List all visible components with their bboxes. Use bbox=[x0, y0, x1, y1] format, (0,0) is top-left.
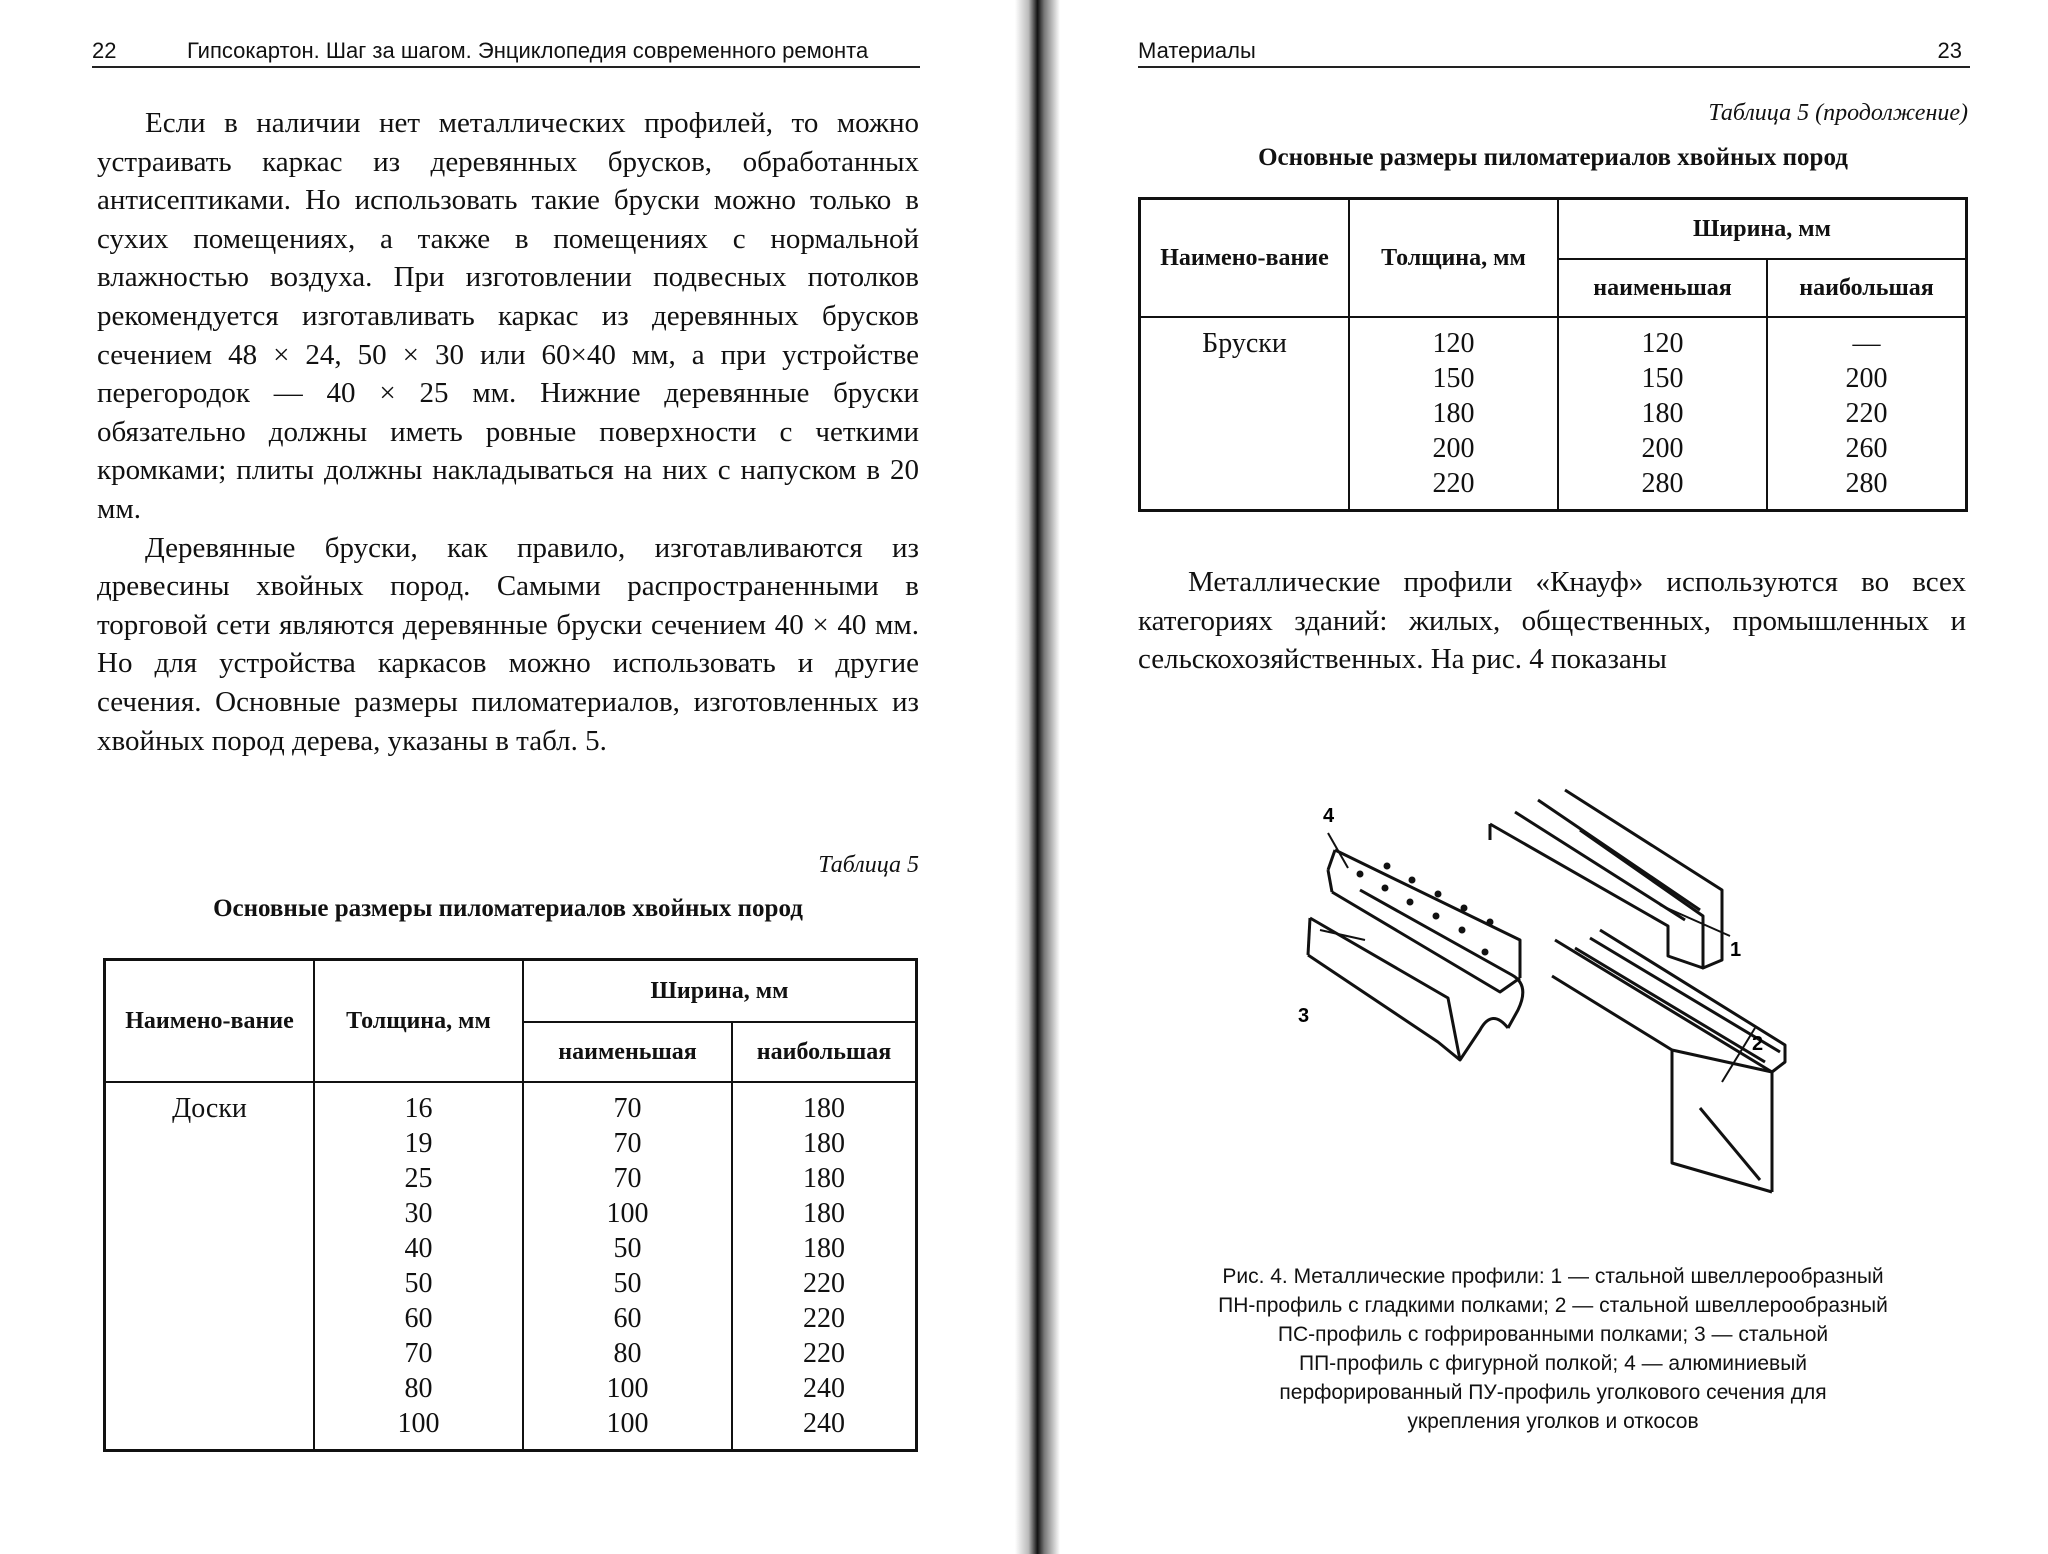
perforation-hole bbox=[1407, 899, 1414, 906]
table-cell-value: 220 bbox=[803, 1338, 845, 1369]
table-cell-value: 280 bbox=[1845, 468, 1888, 499]
table-cell-value: 70 bbox=[613, 1093, 642, 1124]
running-title-left: Гипсокартон. Шаг за шагом. Энциклопедия современного ремонта bbox=[187, 38, 869, 63]
table-cell-value: 150 bbox=[1432, 363, 1475, 394]
caption-line: ПП-профиль с фигурной полкой; 4 — алюминиевый bbox=[1298, 1352, 1808, 1375]
table-cell-value: 80 bbox=[613, 1338, 642, 1369]
table-cell-value: 50 bbox=[613, 1233, 642, 1264]
page-number-left: 22 bbox=[92, 38, 117, 63]
table-cell-value: 19 bbox=[404, 1128, 433, 1159]
min-width-column bbox=[1558, 317, 1767, 511]
table-cell-value: 70 bbox=[404, 1338, 433, 1369]
perforation-hole bbox=[1435, 891, 1442, 898]
perforation-hole bbox=[1384, 863, 1391, 870]
thickness-column bbox=[314, 1082, 523, 1451]
figure-label-3: 3 bbox=[1298, 1005, 1310, 1027]
paragraph: Деревянные бруски, как правило, изготавливаются из древесины хвойных пород. Самыми распространенными в торговой сети являются деревянные бруски сечением 40 × 40 мм. Но для устройства каркасов можно использовать и другие сечения. Основные размеры пиломатериалов, изготовленных из хвойных пород дерева, указаны в табл. 5. bbox=[97, 531, 919, 757]
item-name: Доски bbox=[105, 1082, 315, 1451]
item-name: Бруски bbox=[1140, 317, 1350, 511]
page-number-right: 23 bbox=[1937, 38, 1962, 63]
table-cell-value: 25 bbox=[404, 1163, 433, 1194]
table-caption-left: Таблица 5 bbox=[818, 852, 919, 878]
table-cell-value: 50 bbox=[404, 1268, 433, 1299]
perforation-hole bbox=[1487, 919, 1494, 926]
table-cell-value: 180 bbox=[803, 1093, 845, 1124]
perforation-hole bbox=[1357, 871, 1364, 878]
figure-label-1: 1 bbox=[1730, 939, 1742, 961]
table-cell-value: 100 bbox=[606, 1408, 649, 1439]
table-cell-value: 220 bbox=[803, 1268, 845, 1299]
table-cell-value: 80 bbox=[404, 1373, 433, 1404]
left-page bbox=[0, 0, 1015, 1554]
perforation-hole bbox=[1409, 877, 1416, 884]
min-width-column bbox=[523, 1082, 732, 1451]
table-cell-value: 120 bbox=[1432, 328, 1475, 359]
metal-profiles-figure bbox=[1060, 760, 2048, 1260]
header-thickness: Толщина, мм bbox=[314, 960, 523, 1083]
header-width: Ширина, мм bbox=[1558, 199, 1967, 260]
running-header-left bbox=[92, 36, 920, 68]
profile-1-drawing bbox=[1490, 790, 1722, 968]
caption-line: укрепления уголков и откосов bbox=[1407, 1410, 1699, 1433]
table-cell-value: 180 bbox=[803, 1198, 845, 1229]
table-cell-value: 240 bbox=[803, 1373, 845, 1404]
caption-line: Рис. 4. Металлические профили: 1 — стальной швеллерообразный bbox=[1222, 1265, 1884, 1288]
table-cell-value: 260 bbox=[1845, 433, 1888, 464]
table-cell-value: 120 bbox=[1641, 328, 1684, 359]
table-cell-value: 180 bbox=[803, 1163, 845, 1194]
figure-caption bbox=[1138, 1262, 1968, 1436]
book-spine bbox=[1015, 0, 1060, 1554]
max-width-column bbox=[1767, 317, 1967, 511]
caption-line: ПС-профиль с гофрированными полками; 3 — стальной bbox=[1277, 1323, 1829, 1346]
table-cell-value: 240 bbox=[803, 1408, 845, 1439]
table-cell-value: 150 bbox=[1641, 363, 1684, 394]
table-cell-value: 220 bbox=[803, 1303, 845, 1334]
header-width: Ширина, мм bbox=[523, 960, 917, 1023]
table-cell-value: 60 bbox=[613, 1303, 642, 1334]
paragraph: Если в наличии нет металлических профилей, то можно устраивать каркас из деревянных брусков, обработанных антисептиками. Но использовать такие бруски можно только в сухих помещениях, а также в помещениях с нормальной влажностью воздуха. При изготовлении подвесных потолков рекомендуется изготавливать каркас из деревянных брусков сечением 48 × 24, 50 × 30 или 60×40 мм, а при устройстве перегородок — 40 × 25 мм. Нижние деревянные бруски обязательно должны иметь ровные поверхности с четкими кромками; плиты должны накладываться на них с напуском в 20 мм. bbox=[97, 107, 919, 525]
perforation-hole bbox=[1433, 913, 1440, 920]
table-cell-value: 220 bbox=[1432, 468, 1475, 499]
table-cell-value: 60 bbox=[404, 1303, 433, 1334]
perforation-hole bbox=[1382, 885, 1389, 892]
table-title-left: Основные размеры пиломатериалов хвойных пород bbox=[213, 895, 803, 922]
perforation-hole bbox=[1461, 905, 1468, 912]
table-cell-value: 180 bbox=[1641, 398, 1684, 429]
table-cell-value: 280 bbox=[1641, 468, 1684, 499]
table-title-right: Основные размеры пиломатериалов хвойных пород bbox=[1258, 144, 1848, 171]
caption-line: ПН-профиль с гладкими полками; 2 — стальной швеллерообразный bbox=[1218, 1294, 1888, 1317]
table-cell-value: 100 bbox=[606, 1198, 649, 1229]
table-cell-value: 100 bbox=[397, 1408, 440, 1439]
header-name: Наимено-вание bbox=[1140, 199, 1350, 318]
paragraph: Металлические профили «Кнауф» используются во всех категориях зданий: жилых, общественных, промышленных и сельскохозяйственных. На рис. 4 показаны bbox=[1138, 566, 1966, 676]
perforation-hole bbox=[1459, 927, 1466, 934]
profile-3-drawing bbox=[1308, 890, 1523, 1060]
max-width-column bbox=[732, 1082, 917, 1451]
table-cell-value: — bbox=[1852, 328, 1881, 359]
lumber-table-left bbox=[103, 958, 918, 1452]
header-name: Наимено-вание bbox=[105, 960, 315, 1083]
running-title-right: Материалы bbox=[1138, 38, 1256, 63]
leader-2 bbox=[1722, 1028, 1755, 1082]
perforation-hole bbox=[1482, 949, 1489, 956]
table-cell-value: 200 bbox=[1641, 433, 1684, 464]
table-caption-right: Таблица 5 (продолжение) bbox=[1708, 100, 1968, 126]
caption-line: перфорированный ПУ-профиль уголкового сечения для bbox=[1279, 1381, 1827, 1404]
table-cell-value: 40 bbox=[404, 1233, 433, 1264]
table-cell-value: 180 bbox=[803, 1233, 845, 1264]
header-thickness: Толщина, мм bbox=[1349, 199, 1558, 318]
table-cell-value: 30 bbox=[404, 1198, 433, 1229]
header-min: наименьшая bbox=[523, 1022, 732, 1082]
header-max: наибольшая bbox=[1767, 259, 1967, 317]
table-cell-value: 50 bbox=[613, 1268, 642, 1299]
right-page bbox=[1060, 0, 2048, 1554]
header-min: наименьшая bbox=[1558, 259, 1767, 317]
profile-2-drawing bbox=[1552, 930, 1785, 1192]
figure-label-2: 2 bbox=[1752, 1033, 1764, 1055]
table-cell-value: 200 bbox=[1432, 433, 1475, 464]
table-cell-value: 220 bbox=[1845, 398, 1888, 429]
figure-label-4: 4 bbox=[1323, 805, 1335, 827]
table-cell-value: 200 bbox=[1845, 363, 1888, 394]
header-max: наибольшая bbox=[732, 1022, 917, 1082]
table-cell-value: 100 bbox=[606, 1373, 649, 1404]
table-cell-value: 70 bbox=[613, 1163, 642, 1194]
table-cell-value: 180 bbox=[803, 1128, 845, 1159]
lumber-table-right bbox=[1138, 197, 1968, 512]
running-header-right bbox=[1138, 36, 1970, 68]
body-text-right bbox=[1138, 563, 1966, 679]
table-cell-value: 70 bbox=[613, 1128, 642, 1159]
thickness-column bbox=[1349, 317, 1558, 511]
table-cell-value: 16 bbox=[404, 1093, 433, 1124]
body-text-left bbox=[97, 104, 919, 760]
table-cell-value: 180 bbox=[1432, 398, 1475, 429]
